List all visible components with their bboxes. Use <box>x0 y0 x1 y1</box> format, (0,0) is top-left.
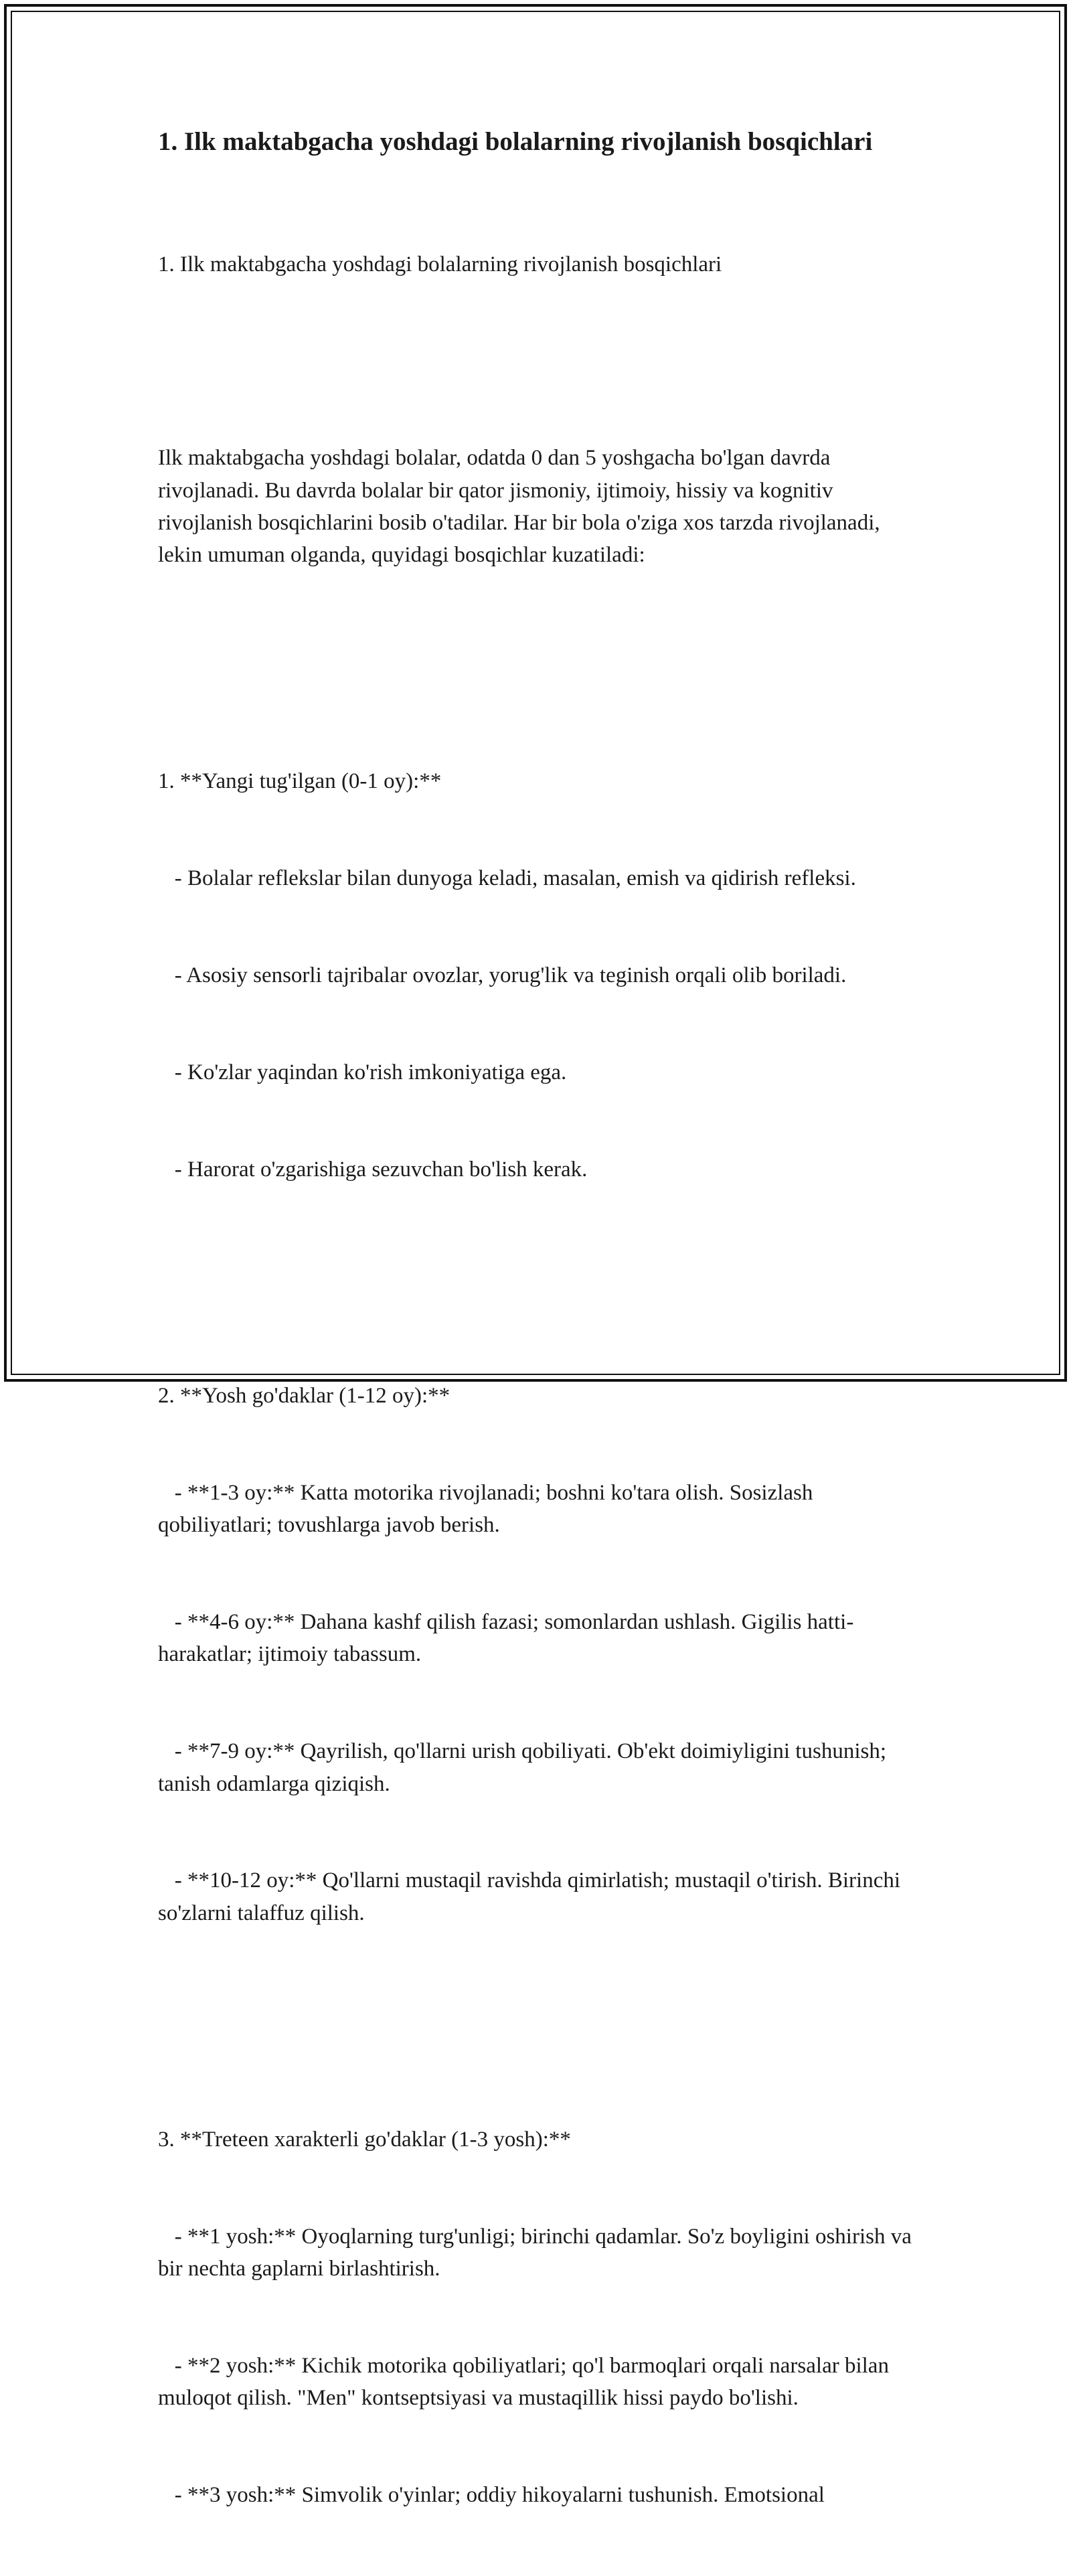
intro-paragraph: Ilk maktabgacha yoshdagi bolalar, odatda 0 dan 5 yoshgacha bo'lgan davrda rivojlanadi. Bu davrda bolalar bir qator jismoniy, ijtimoiy, hissiy va kognitiv rivojlanish bosqichlarini bosib o'tadilar. Har bir bola o'ziga xos tarzda rivojlanadi, lekin umuman olganda, quyidagi bosqichlar kuzatiladi: <box>158 446 886 568</box>
document-title: 1. Ilk maktabgacha yoshdagi bolalarning rivojlanish bosqichlari <box>158 127 873 156</box>
list-item: - **1 yosh:** Oyoqlarning turg'unligi; birinchi qadamlar. So'z boyligini oshirish va bir nechta gaplarni birlashtirish. <box>158 2224 918 2281</box>
list-item: - **4-6 oy:** Dahana kashf qilish fazasi; somonlardan ushlash. Gigilis hatti-harakatlar; ijtimoiy tabassum. <box>158 1610 854 1667</box>
blank-line <box>158 636 928 668</box>
list-item: - Asosiy sensorli tajribalar ovozlar, yorug'lik va teginish orqali olib boriladi. <box>158 963 847 988</box>
list-item: - Ko'zlar yaqindan ko'rish imkoniyatiga ega. <box>158 1060 567 1085</box>
blank-line <box>158 1994 928 2026</box>
list-item: - **3 yosh:** Simvolik o'yinlar; oddiy hikoyalarni tushunish. Emotsional <box>158 2483 825 2508</box>
section-heading: 3. **Treteen xarakterli go'daklar (1-3 yosh):** <box>158 2127 571 2152</box>
list-item: - Bolalar reflekslar bilan dunyoga keladi, masalan, emish va qidirish refleksi. <box>158 866 856 891</box>
section-heading: 1. **Yangi tug'ilgan (0-1 oy):** <box>158 769 442 794</box>
document-body <box>158 183 928 2576</box>
list-item: - **2 yosh:** Kichik motorika qobiliyatlari; qo'l barmoqlari orqali narsalar bilan muloqot qilish. "Men" kontseptsiyasi va mustaqillik hissi paydo bo'lishi. <box>158 2353 895 2411</box>
subtitle-line: 1. Ilk maktabgacha yoshdagi bolalarning rivojlanish bosqichlari <box>158 252 722 276</box>
section-heading: 2. **Yosh go'daklar (1-12 oy):** <box>158 1383 450 1408</box>
list-item: - **10-12 oy:** Qo'llarni mustaqil ravishda qimirlatish; mustaqil o'tirish. Birinchi so'zlarni talaffuz qilish. <box>158 1868 906 1925</box>
list-item: - Harorat o'zgarishiga sezuvchan bo'lish kerak. <box>158 1157 588 1182</box>
blank-line <box>158 345 928 377</box>
blank-line <box>158 1251 928 1283</box>
list-item: - **7-9 oy:** Qayrilish, qo'llarni urish qobiliyati. Ob'ekt doimiyligini tushunish; tanish odamlarga qiziqish. <box>158 1739 892 1796</box>
document-content <box>158 123 928 2576</box>
list-item: - **1-3 oy:** Katta motorika rivojlanadi; boshni ko'tara olish. Sosizlash qobiliyatlari; tovushlarga javob berish. <box>158 1480 819 1538</box>
